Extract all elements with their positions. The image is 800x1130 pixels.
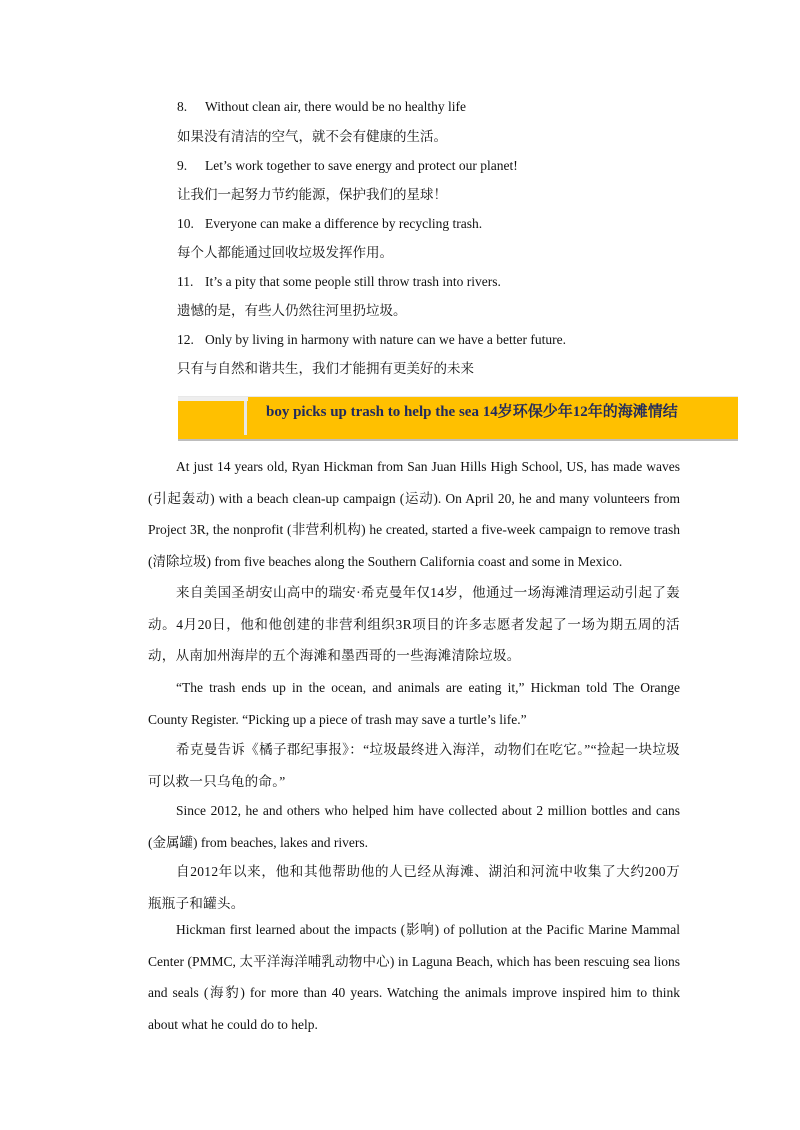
article-paragraph-3-zh: 自2012年以来，他和其他帮助他的人已经从海滩、湖泊和河流中收集了大约200万瓶瓶子和罐头。 xyxy=(148,864,680,911)
sentence-text: Everyone can make a difference by recycling trash. xyxy=(205,216,483,231)
sentence-number: 11. xyxy=(177,274,194,289)
article-paragraph-1-zh: 来自美国圣胡安山高中的瑞安·希克曼年仅14岁，他通过一场海滩清理运动引起了轰动。4月20日，他和他创建的非营利组织3R项目的许多志愿者发起了一场为期五周的活动，从南加州海岸的五个海滩和墨西哥的一些海滩清除垃圾。 xyxy=(148,585,680,663)
sentence-8-zh: 如果没有清洁的空气，就不会有健康的生活。 xyxy=(177,129,447,144)
sentence-number: 10. xyxy=(177,216,194,231)
article-paragraph-2-en: “The trash ends up in the ocean, and animals are eating it,” Hickman told The Orange County Register. “Picking up a piece of trash may save a turtle’s life.” xyxy=(148,680,680,727)
sentence-number: 8. xyxy=(177,99,188,114)
sentence-text: Let’s work together to save energy and protect our planet! xyxy=(205,158,518,173)
sentence-8-en xyxy=(177,97,466,117)
banner-title: boy picks up trash to help the sea 14岁环保少年12年的海滩情结 xyxy=(266,404,678,420)
sentence-10-zh: 每个人都能通过回收垃圾发挥作用。 xyxy=(177,245,393,260)
article-paragraph-1-en: At just 14 years old, Ryan Hickman from San Juan Hills High School, US, has made waves (引起轰动) with a beach clean-up campaign (运动). On April 20, he and many volunteers from Project 3R, the nonprofit (非营利机构) he created, started a five-week campaign to remove trash (清除垃圾) from five beaches along the Southern California coast and some in Mexico. xyxy=(148,459,680,569)
banner-decoration xyxy=(178,401,247,435)
sentence-number: 9. xyxy=(177,158,188,173)
sentence-10-en xyxy=(177,214,482,234)
sentence-text: Only by living in harmony with nature can we have a better future. xyxy=(205,332,567,347)
sentence-number: 12. xyxy=(177,332,194,347)
sentence-12-en xyxy=(177,330,566,350)
section-banner xyxy=(178,396,738,441)
article-paragraph-2-zh: 希克曼告诉《橘子郡纪事报》：“垃圾最终进入海洋，动物们在吃它。”“捡起一块垃圾可以救一只乌龟的命。” xyxy=(148,742,680,789)
sentence-text: It’s a pity that some people still throw trash into rivers. xyxy=(205,274,501,289)
article-paragraph-3-en: Since 2012, he and others who helped him have collected about 2 million bottles and cans (金属罐) from beaches, lakes and rivers. xyxy=(148,803,680,850)
sentence-text: Without clean air, there would be no healthy life xyxy=(205,99,466,114)
sentence-11-en xyxy=(177,272,501,292)
sentence-11-zh: 遗憾的是，有些人仍然往河里扔垃圾。 xyxy=(177,303,407,318)
article-paragraph-4-en: Hickman first learned about the impacts (影响) of pollution at the Pacific Marine Mammal Center (PMMC, 太平洋海洋哺乳动物中心) in Laguna Beach, which has been rescuing sea lions and seals (海豹) for more than 40 years. Watching the animals improve inspired him to think about what he could do to help. xyxy=(148,922,680,1032)
sentence-9-en xyxy=(177,156,518,176)
sentence-9-zh: 让我们一起努力节约能源，保护我们的星球！ xyxy=(177,187,447,202)
sentence-12-zh: 只有与自然和谐共生，我们才能拥有更美好的未来 xyxy=(177,361,474,376)
